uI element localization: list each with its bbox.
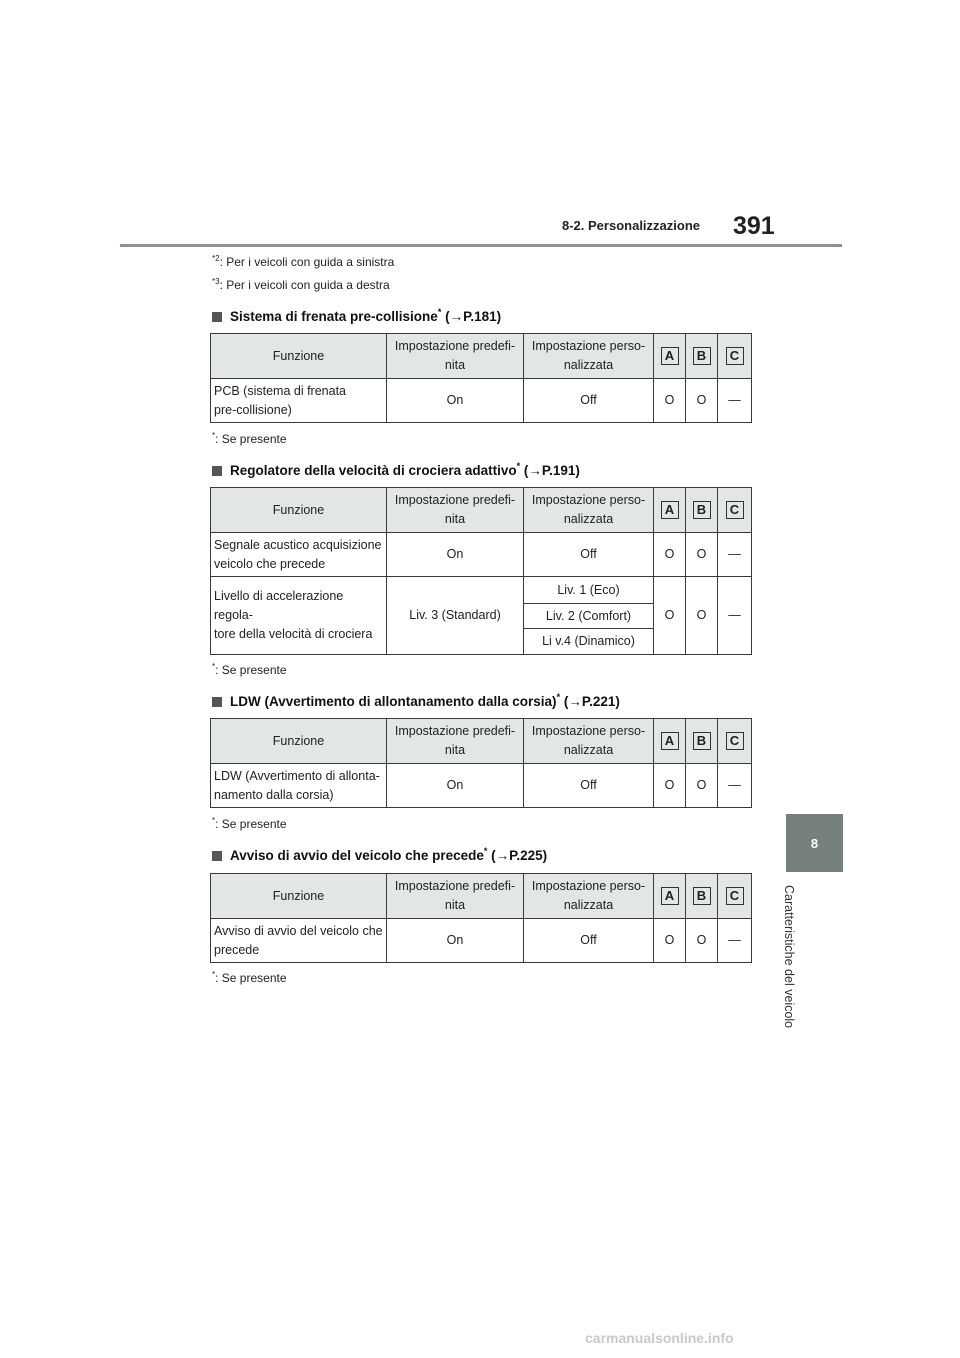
letter-c-icon: C — [726, 732, 744, 750]
footnote-optional: *: Se presente — [212, 431, 287, 446]
table-header-row — [211, 334, 752, 379]
settings-table-acc — [210, 487, 752, 655]
col-b — [686, 488, 718, 533]
function-cell: LDW (Avvertimento di allonta- namento dalla corsia) — [211, 764, 387, 808]
page-reference[interactable]: (→P.181) — [441, 309, 502, 324]
footnote-text: : Per i veicoli con guida a sinistra — [219, 255, 395, 269]
col-custom: Impostazione perso- nalizzata — [524, 334, 654, 379]
function-cell: Livello di accelerazione regola- tore della velocità di crociera — [211, 577, 387, 655]
custom-option-cell: Li v.4 (Dinamico) — [524, 629, 654, 655]
page-reference[interactable]: (→P.225) — [487, 848, 548, 863]
a-cell: O — [654, 764, 686, 808]
letter-b-icon: B — [693, 501, 711, 519]
table-row — [211, 919, 752, 963]
footnote-optional: *: Se presente — [212, 970, 287, 985]
a-cell: O — [654, 533, 686, 577]
footnote-text: : Per i veicoli con guida a destra — [219, 278, 390, 292]
custom-cell: Off — [524, 764, 654, 808]
chapter-tab — [786, 814, 843, 872]
chapter-number: 8 — [810, 835, 819, 851]
col-custom: Impostazione perso- nalizzata — [524, 874, 654, 919]
col-funzione: Funzione — [211, 334, 387, 379]
c-cell: — — [718, 577, 752, 655]
default-cell: On — [387, 919, 524, 963]
square-bullet-icon — [212, 312, 222, 322]
table-header-row — [211, 874, 752, 919]
footnote-lhd — [212, 254, 394, 269]
section-title-text: Regolatore della velocità di crociera adattivo — [230, 463, 517, 478]
b-cell: O — [686, 764, 718, 808]
page-reference[interactable]: (→P.191) — [520, 463, 580, 478]
letter-a-icon: A — [661, 887, 679, 905]
a-cell: O — [654, 379, 686, 423]
c-cell: — — [718, 919, 752, 963]
default-cell: Liv. 3 (Standard) — [387, 577, 524, 655]
asterisk-mark: * — [556, 692, 561, 702]
asterisk-mark: * — [516, 461, 521, 471]
default-cell: On — [387, 379, 524, 423]
footnote-optional: *: Se presente — [212, 816, 287, 831]
function-cell: Avviso di avvio del veicolo che precede — [211, 919, 387, 963]
table-header-row — [211, 719, 752, 764]
col-b — [686, 719, 718, 764]
col-b — [686, 334, 718, 379]
col-custom: Impostazione perso- nalizzata — [524, 719, 654, 764]
col-a — [654, 874, 686, 919]
letter-b-icon: B — [693, 887, 711, 905]
col-funzione: Funzione — [211, 488, 387, 533]
watermark-text: carmanualsonline.info — [585, 1330, 734, 1346]
table-row — [211, 533, 752, 577]
section-title-text: LDW (Avvertimento di allontanamento dalla corsia) — [230, 694, 557, 709]
page-reference[interactable]: (→P.221) — [560, 694, 620, 709]
b-cell: O — [686, 379, 718, 423]
b-cell: O — [686, 577, 718, 655]
col-c — [718, 334, 752, 379]
settings-table-start-alert — [210, 873, 752, 963]
settings-table-ldw — [210, 718, 752, 808]
header-divider — [120, 244, 842, 247]
letter-a-icon: A — [661, 501, 679, 519]
footnote-rhd — [212, 277, 390, 292]
col-custom: Impostazione perso- nalizzata — [524, 488, 654, 533]
letter-a-icon: A — [661, 732, 679, 750]
section-title-pcb — [212, 307, 501, 324]
square-bullet-icon — [212, 851, 222, 861]
b-cell: O — [686, 533, 718, 577]
col-c — [718, 719, 752, 764]
square-bullet-icon — [212, 466, 222, 476]
table-row — [211, 577, 752, 604]
table-row — [211, 764, 752, 808]
footnote-mark: *2 — [212, 254, 220, 263]
custom-cell: Off — [524, 379, 654, 423]
col-funzione: Funzione — [211, 719, 387, 764]
footnote-optional: *: Se presente — [212, 662, 287, 677]
c-cell: — — [718, 379, 752, 423]
c-cell: — — [718, 533, 752, 577]
col-c — [718, 874, 752, 919]
section-title-text: Avviso di avvio del veicolo che precede — [230, 848, 484, 863]
header-section-title: 8-2. Personalizzazione — [562, 218, 700, 233]
col-a — [654, 334, 686, 379]
col-default: Impostazione predefi- nita — [387, 874, 524, 919]
asterisk-mark: * — [437, 307, 442, 317]
function-cell: PCB (sistema di frenata pre-collisione) — [211, 379, 387, 423]
settings-table-pcb — [210, 333, 752, 423]
col-b — [686, 874, 718, 919]
custom-option-cell: Liv. 2 (Comfort) — [524, 604, 654, 629]
page-number: 391 — [733, 212, 775, 240]
letter-c-icon: C — [726, 501, 744, 519]
custom-cell: Off — [524, 533, 654, 577]
col-c — [718, 488, 752, 533]
letter-a-icon: A — [661, 347, 679, 365]
col-default: Impostazione predefi- nita — [387, 719, 524, 764]
col-default: Impostazione predefi- nita — [387, 488, 524, 533]
section-title-ldw — [212, 692, 620, 709]
b-cell: O — [686, 919, 718, 963]
letter-c-icon: C — [726, 887, 744, 905]
default-cell: On — [387, 764, 524, 808]
section-title-start-alert — [212, 846, 547, 863]
c-cell: — — [718, 764, 752, 808]
col-funzione: Funzione — [211, 874, 387, 919]
letter-b-icon: B — [693, 732, 711, 750]
a-cell: O — [654, 577, 686, 655]
letter-c-icon: C — [726, 347, 744, 365]
square-bullet-icon — [212, 697, 222, 707]
default-cell: On — [387, 533, 524, 577]
col-a — [654, 719, 686, 764]
letter-b-icon: B — [693, 347, 711, 365]
col-default: Impostazione predefi- nita — [387, 334, 524, 379]
section-title-acc — [212, 461, 580, 478]
custom-option-cell: Liv. 1 (Eco) — [524, 577, 654, 604]
table-row — [211, 379, 752, 423]
asterisk-mark: * — [483, 846, 488, 856]
a-cell: O — [654, 919, 686, 963]
table-header-row — [211, 488, 752, 533]
section-title-text: Sistema di frenata pre-collisione — [230, 309, 438, 324]
custom-cell: Off — [524, 919, 654, 963]
col-a — [654, 488, 686, 533]
function-cell: Segnale acustico acquisizione veicolo che precede — [211, 533, 387, 577]
footnote-mark: *3 — [212, 277, 220, 286]
chapter-label: Caratteristiche del veicolo — [782, 885, 796, 1029]
